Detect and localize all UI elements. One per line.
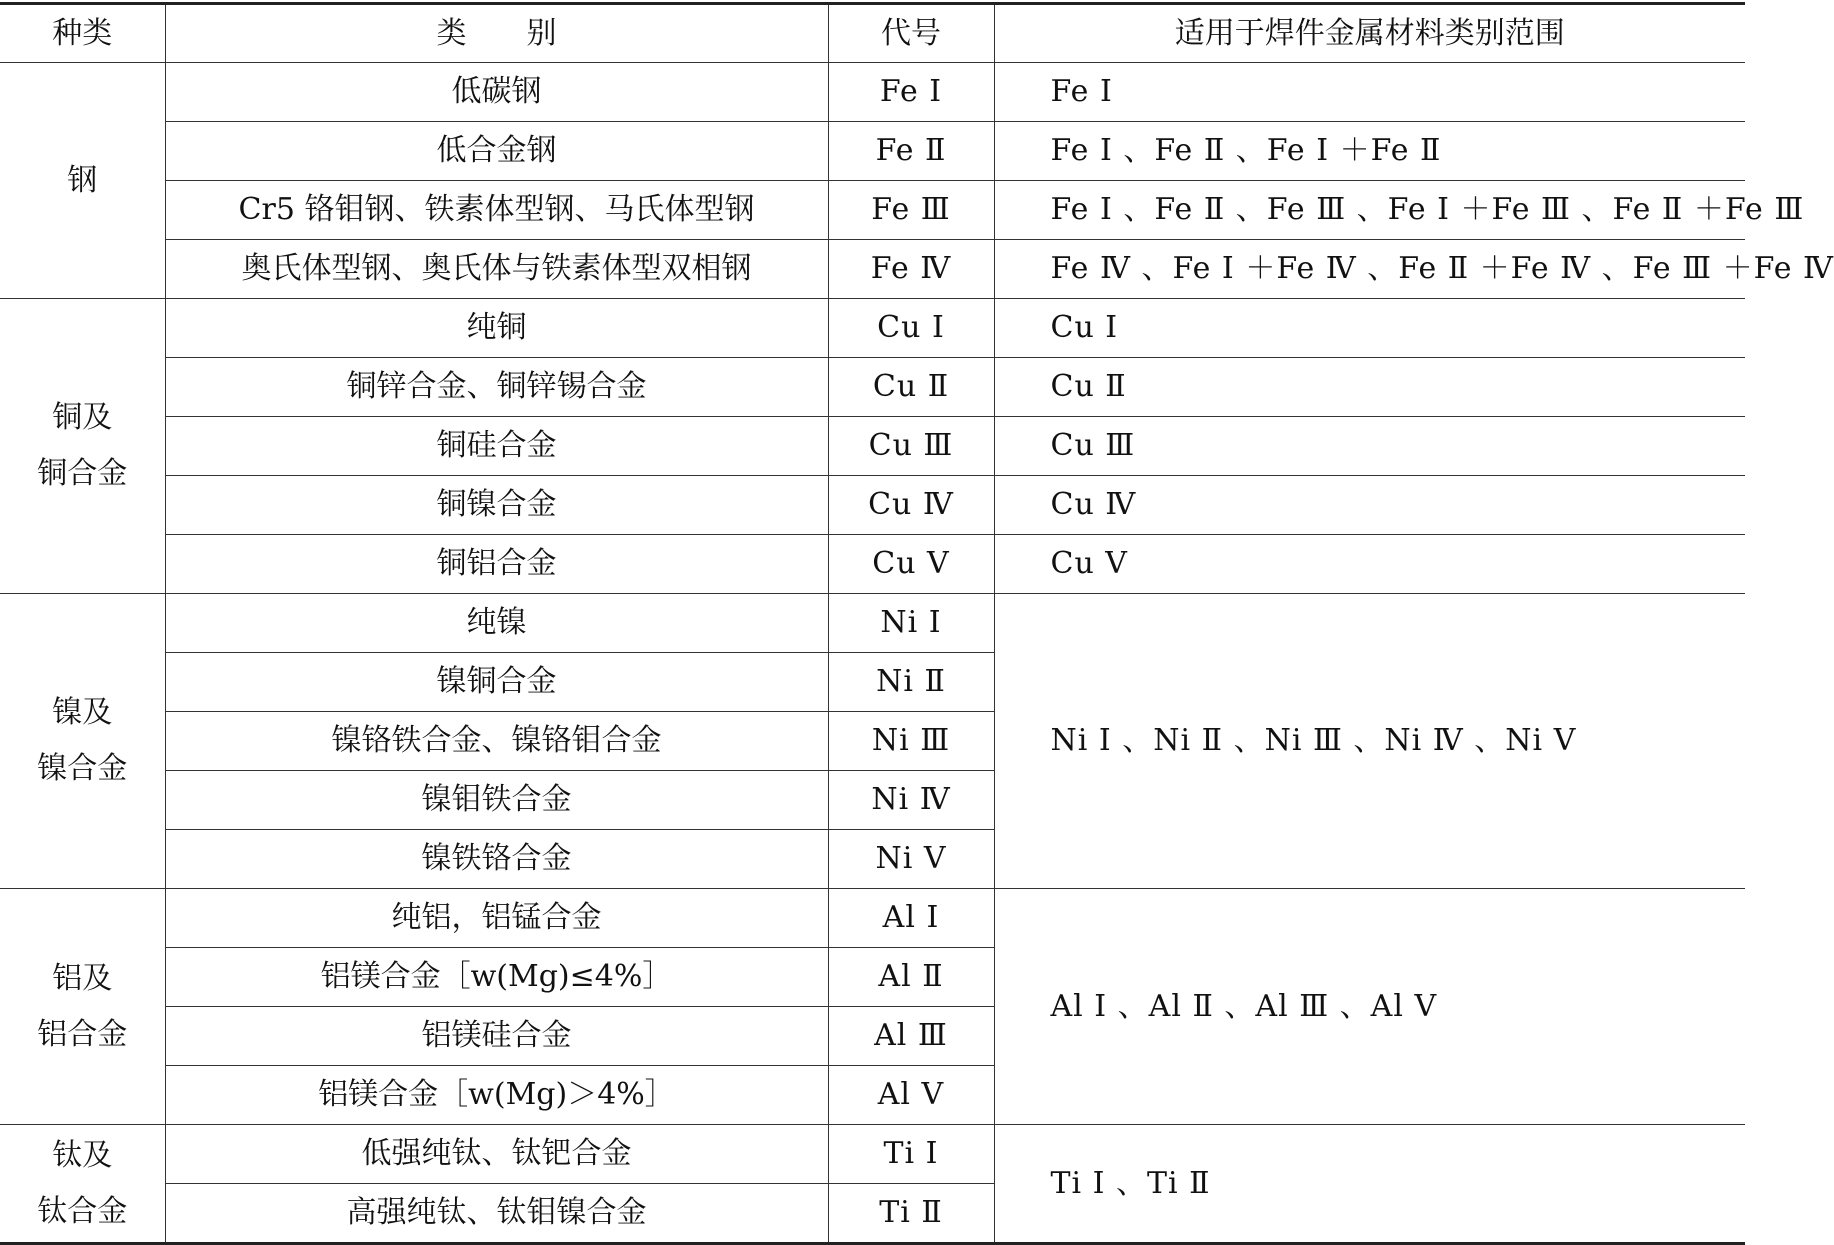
table-row: [0, 535, 1745, 594]
material-code-cell: Ni Ⅴ: [828, 830, 994, 889]
material-category-table: [0, 2, 1834, 1245]
applicable-range-cell: Fe Ⅰ 、Fe Ⅱ 、Fe Ⅰ ＋Fe Ⅱ: [994, 122, 1745, 181]
material-category-cell: 镍铜合金: [165, 653, 828, 712]
table-row: [0, 1125, 1745, 1184]
table-row: [0, 299, 1745, 358]
table-row: [0, 181, 1745, 240]
material-category-cell: 低合金钢: [165, 122, 828, 181]
material-category-cell: 铜锌合金、铜锌锡合金: [165, 358, 828, 417]
material-category-cell: 低碳钢: [165, 63, 828, 122]
applicable-range-cell: Cu Ⅱ: [994, 358, 1745, 417]
material-code-cell: Al Ⅴ: [828, 1066, 994, 1125]
material-kind-label: 镍合金: [37, 751, 128, 786]
material-kind-cell: [0, 594, 165, 889]
material-code-cell: Cu Ⅴ: [828, 535, 994, 594]
material-kind-label: 铜及: [52, 400, 113, 435]
material-code-cell: Al Ⅱ: [828, 948, 994, 1007]
material-kind-label: 铝及: [52, 960, 113, 996]
header-range: 适用于焊件金属材料类别范围: [994, 4, 1745, 63]
table-row: [0, 63, 1745, 122]
material-code-cell: Ni Ⅳ: [828, 771, 994, 830]
material-code-cell: Cu Ⅳ: [828, 476, 994, 535]
material-category-cell: 镍钼铁合金: [165, 771, 828, 830]
material-category-cell: Cr5 铬钼钢、铁素体型钢、马氏体型钢: [165, 181, 828, 240]
table-row: [0, 417, 1745, 476]
material-code-cell: Al Ⅲ: [828, 1007, 994, 1066]
material-code-cell: Ni Ⅱ: [828, 653, 994, 712]
material-code-cell: Ni Ⅰ: [828, 594, 994, 653]
material-kind-label: 镍及: [52, 695, 113, 730]
material-kind-cell: [0, 889, 165, 1125]
material-kind-label: 钛合金: [37, 1193, 128, 1229]
table-row: [0, 594, 1745, 653]
table-row: [0, 889, 1745, 948]
material-kind-cell: [0, 63, 165, 299]
applicable-range-cell: Al Ⅰ 、Al Ⅱ 、Al Ⅲ 、Al Ⅴ: [994, 889, 1745, 1125]
material-category-cell: 铝镁合金［w(Mg)≤4%］: [165, 948, 828, 1007]
header-category: 类 别: [165, 4, 828, 63]
table-row: [0, 358, 1745, 417]
material-code-cell: Cu Ⅱ: [828, 358, 994, 417]
header-row: [0, 4, 1745, 63]
material-category-cell: 纯铜: [165, 299, 828, 358]
applicable-range-cell: Cu Ⅰ: [994, 299, 1745, 358]
material-category-cell: 铜镍合金: [165, 476, 828, 535]
applicable-range-cell: Ti Ⅰ 、Ti Ⅱ: [994, 1125, 1745, 1244]
material-code-cell: Fe Ⅱ: [828, 122, 994, 181]
material-kind-label: 铜合金: [37, 456, 128, 491]
material-category-cell: 铝镁合金［w(Mg)＞4%］: [165, 1066, 828, 1125]
applicable-range-cell: Cu Ⅴ: [994, 535, 1745, 594]
material-code-cell: Al Ⅰ: [828, 889, 994, 948]
material-code-cell: Fe Ⅲ: [828, 181, 994, 240]
table-row: [0, 476, 1745, 535]
material-code-cell: Cu Ⅲ: [828, 417, 994, 476]
table-body: [0, 63, 1834, 1244]
material-category-cell: 镍铬铁合金、镍铬钼合金: [165, 712, 828, 771]
material-code-cell: Ti Ⅱ: [828, 1184, 994, 1244]
material-code-cell: Fe Ⅰ: [828, 63, 994, 122]
applicable-range-cell: Fe Ⅰ 、Fe Ⅱ 、Fe Ⅲ 、Fe Ⅰ ＋Fe Ⅲ 、Fe Ⅱ ＋Fe Ⅲ: [994, 181, 1745, 240]
material-code-cell: Ti Ⅰ: [828, 1125, 994, 1184]
material-category-cell: 高强纯钛、钛钼镍合金: [165, 1184, 828, 1244]
table-row: [0, 122, 1745, 181]
material-category-cell: 奥氏体型钢、奥氏体与铁素体型双相钢: [165, 240, 828, 299]
applicable-range-cell: Cu Ⅲ: [994, 417, 1745, 476]
material-kind-label: 铝合金: [37, 1016, 128, 1052]
material-kind-cell: [0, 1125, 165, 1244]
material-code-cell: Cu Ⅰ: [828, 299, 994, 358]
material-category-cell: 纯铝，铝锰合金: [165, 889, 828, 948]
material-code-cell: Fe Ⅳ: [828, 240, 994, 299]
material-kind-label: 钢: [67, 162, 98, 198]
material-category-cell: 铝镁硅合金: [165, 1007, 828, 1066]
material-category-cell: 低强纯钛、钛钯合金: [165, 1125, 828, 1184]
material-category-cell: 铜铝合金: [165, 535, 828, 594]
table-row: [0, 240, 1745, 299]
table-header: [0, 4, 1745, 63]
applicable-range-cell: Cu Ⅳ: [994, 476, 1745, 535]
material-category-cell: 铜硅合金: [165, 417, 828, 476]
applicable-range-cell: Ni Ⅰ 、Ni Ⅱ 、Ni Ⅲ 、Ni Ⅳ 、Ni Ⅴ: [994, 594, 1745, 889]
material-kind-label: 钛及: [52, 1137, 113, 1173]
header-code: 代号: [828, 4, 994, 63]
material-code-cell: Ni Ⅲ: [828, 712, 994, 771]
material-category-cell: 镍铁铬合金: [165, 830, 828, 889]
applicable-range-cell: Fe Ⅳ 、Fe Ⅰ ＋Fe Ⅳ 、Fe Ⅱ ＋Fe Ⅳ 、Fe Ⅲ ＋Fe Ⅳ: [994, 240, 1745, 299]
header-kind: 种类: [0, 4, 165, 63]
applicable-range-cell: Fe Ⅰ: [994, 63, 1745, 122]
material-category-cell: 纯镍: [165, 594, 828, 653]
material-kind-cell: [0, 299, 165, 594]
